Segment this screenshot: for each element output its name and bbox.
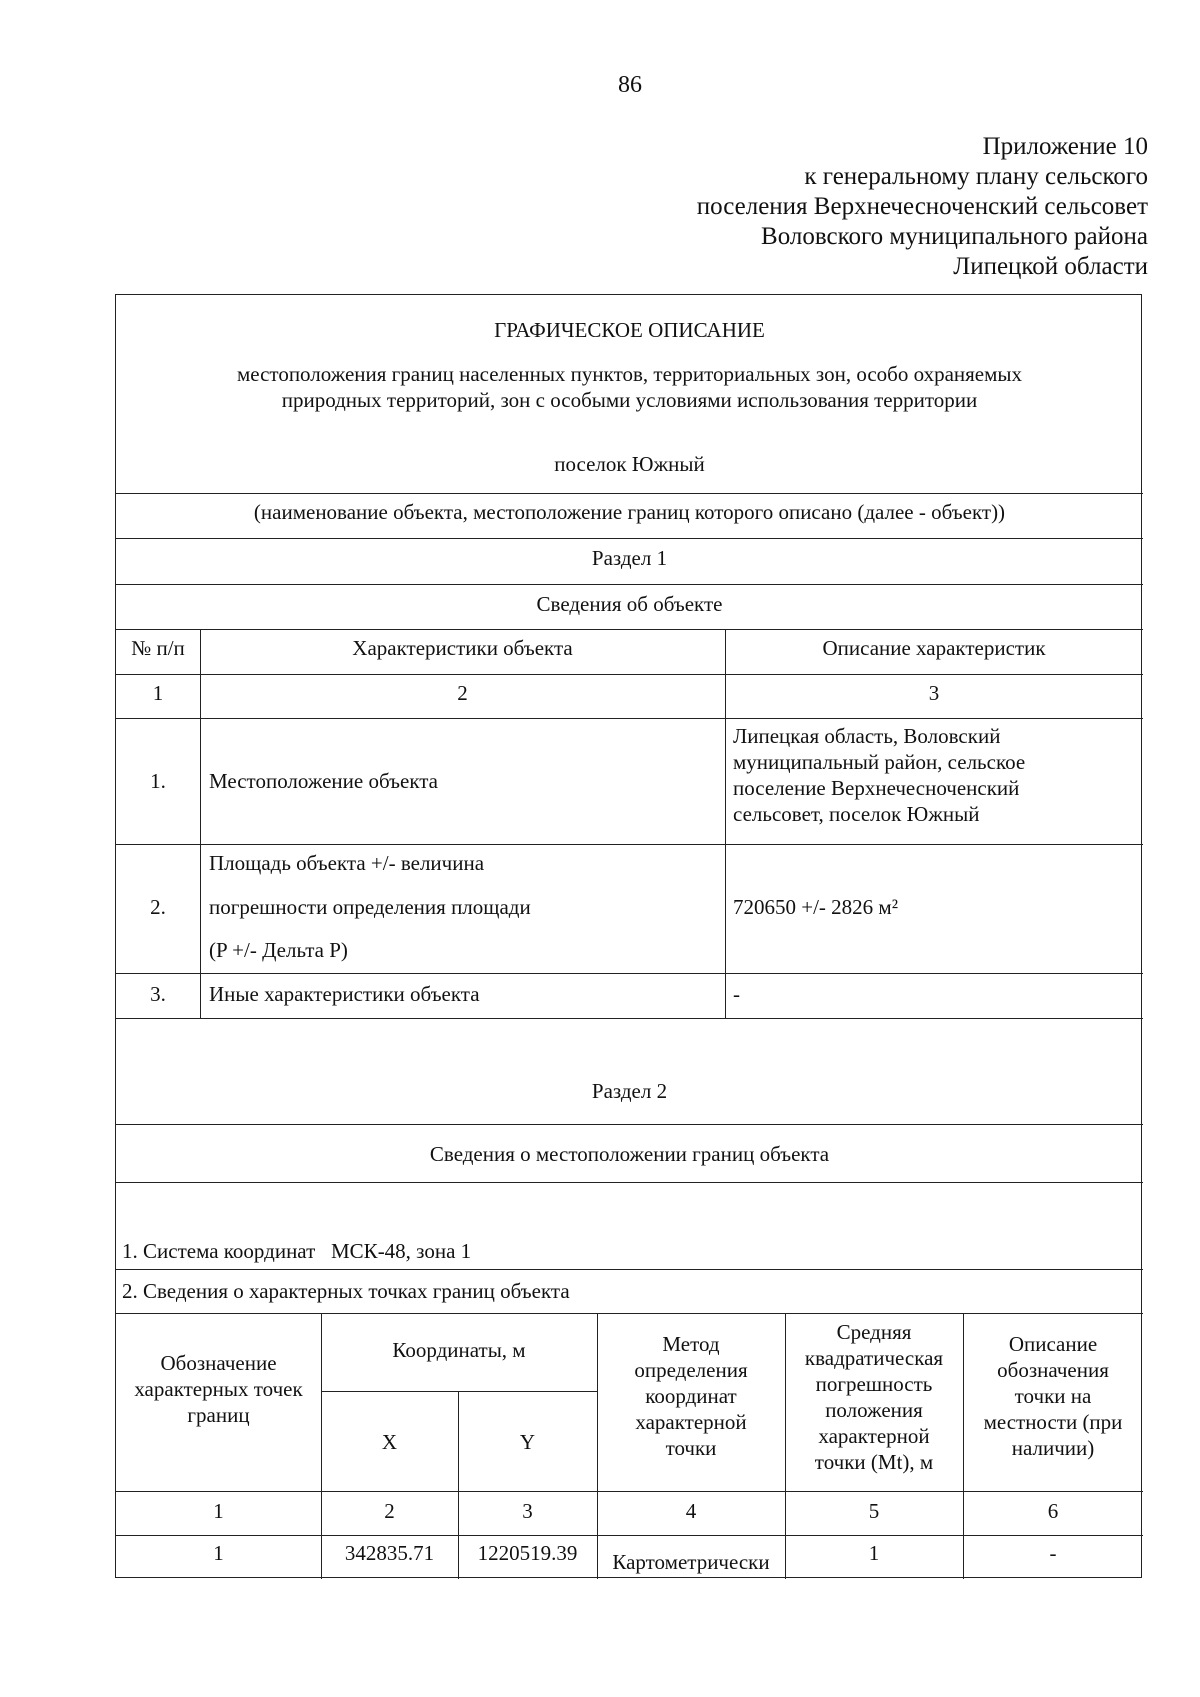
row-number: 3.: [150, 982, 166, 1006]
row-number: 1.: [150, 769, 166, 793]
rule: [116, 629, 1143, 630]
header-method-line: точки: [665, 1436, 717, 1460]
coordinate-system: 1. Система координат МСК-48, зона 1: [122, 1239, 472, 1263]
rule: [116, 1124, 1143, 1125]
rule: [116, 1535, 1143, 1536]
row-number: 2.: [150, 895, 166, 919]
header-method-line: координат: [645, 1384, 737, 1408]
appendix-line: поселения Верхнечесноченский сельсовет: [696, 193, 1148, 220]
point-x: 342835.71: [344, 1541, 435, 1565]
row-characteristic: Местоположение объекта: [209, 769, 439, 793]
header-error-line: характерной: [818, 1424, 930, 1448]
col-number: 2: [457, 681, 468, 705]
row-value-line: Липецкая область, Воловский: [733, 724, 1001, 748]
row-characteristic: Иные характеристики объекта: [209, 982, 480, 1006]
col-header-characteristics: Характеристики объекта: [352, 636, 573, 660]
page-number: 86: [618, 72, 642, 98]
col-header-description: Описание характеристик: [822, 636, 1046, 660]
rule: [116, 493, 1143, 494]
header-method-line: Метод: [662, 1332, 720, 1356]
rule: [116, 973, 1143, 974]
point-designation: 1: [213, 1541, 224, 1565]
rule: [116, 1491, 1143, 1492]
header-method-line: определения: [634, 1358, 748, 1382]
header-method-line: характерной: [635, 1410, 747, 1434]
point-error: 1: [868, 1541, 880, 1565]
object-caption: (наименование объекта, местоположение границ которого описано (далее - объект)): [253, 500, 1006, 524]
row-value: 720650 +/- 2826 м²: [733, 895, 899, 919]
header-error-line: положения: [825, 1398, 923, 1422]
header-designation-line: Обозначение: [160, 1351, 277, 1375]
appendix-line: Приложение 10: [982, 133, 1148, 160]
point-y: 1220519.39: [477, 1541, 578, 1565]
rule: [116, 1018, 1143, 1019]
appendix-line: Воловского муниципального района: [761, 223, 1148, 250]
points-caption: 2. Сведения о характерных точках границ объекта: [122, 1279, 570, 1303]
appendix-line: Липецкой области: [953, 253, 1148, 280]
rule: [116, 1182, 1143, 1183]
header-designation-line: характерных точек: [134, 1377, 303, 1401]
appendix-block: [697, 132, 1148, 282]
row-characteristic-line: погрешности определения площади: [209, 895, 531, 919]
header-y: Y: [519, 1430, 536, 1454]
object-name: поселок Южный: [554, 452, 705, 476]
section1-title: Раздел 1: [591, 546, 668, 570]
header-description-line: точки на: [1014, 1384, 1092, 1408]
row-value-line: поселение Верхнечесноченский: [733, 776, 1020, 800]
rule: [116, 584, 1143, 585]
section2-subtitle: Сведения о местоположении границ объекта: [429, 1142, 830, 1166]
rule: [116, 674, 1143, 675]
form-subtitle-line2: природных территорий, зон с особыми условиями использования территории: [281, 388, 978, 412]
row-characteristic-line: Площадь объекта +/- величина: [209, 851, 485, 875]
header-description-line: местности (при: [983, 1410, 1123, 1434]
section1-subtitle: Сведения об объекте: [536, 592, 723, 616]
header-coordinates: Координаты, м: [392, 1338, 526, 1362]
rule: [116, 1269, 1143, 1270]
point-method: Картометрически: [612, 1550, 770, 1574]
header-description-line: Описание: [1008, 1332, 1098, 1356]
header-error-line: квадратическая: [804, 1346, 944, 1370]
form-subtitle-line1: местоположения границ населенных пунктов, территориальных зон, особо охраняемых: [236, 362, 1023, 386]
row-value-line: муниципальный район, сельское: [733, 750, 1026, 774]
col-header-number: № п/п: [131, 636, 185, 660]
col-number: 1: [152, 681, 164, 705]
row-characteristic-line: (P +/- Дельта P): [209, 938, 348, 962]
header-error-line: Средняя: [836, 1320, 912, 1344]
col-number: 3: [522, 1499, 533, 1523]
col-number: 2: [384, 1499, 395, 1523]
rule: [116, 718, 1143, 719]
rule: [116, 1313, 1143, 1314]
header-description-line: обозначения: [997, 1358, 1109, 1382]
col-number: 1: [213, 1499, 224, 1523]
rule: [116, 844, 1143, 845]
header-error-line: точки (Mt), м: [814, 1450, 934, 1474]
col-number: 6: [1047, 1499, 1059, 1523]
header-description-line: наличии): [1011, 1436, 1095, 1460]
header-designation-line: границ: [187, 1403, 250, 1427]
graphic-description-form: [115, 294, 1142, 1578]
section2-title: Раздел 2: [591, 1079, 668, 1103]
point-description: -: [1049, 1541, 1057, 1565]
rule: [321, 1391, 597, 1392]
appendix-line: к генеральному плану сельского: [804, 163, 1148, 190]
header-error-line: погрешность: [815, 1372, 933, 1396]
col-number: 3: [928, 681, 940, 705]
col-number: 5: [868, 1499, 880, 1523]
row-value-line: сельсовет, поселок Южный: [733, 802, 980, 826]
col-number: 4: [685, 1499, 697, 1523]
rule: [116, 538, 1143, 539]
form-title: ГРАФИЧЕСКОЕ ОПИСАНИЕ: [494, 318, 765, 342]
header-x: X: [381, 1430, 398, 1454]
row-value: -: [733, 982, 740, 1006]
